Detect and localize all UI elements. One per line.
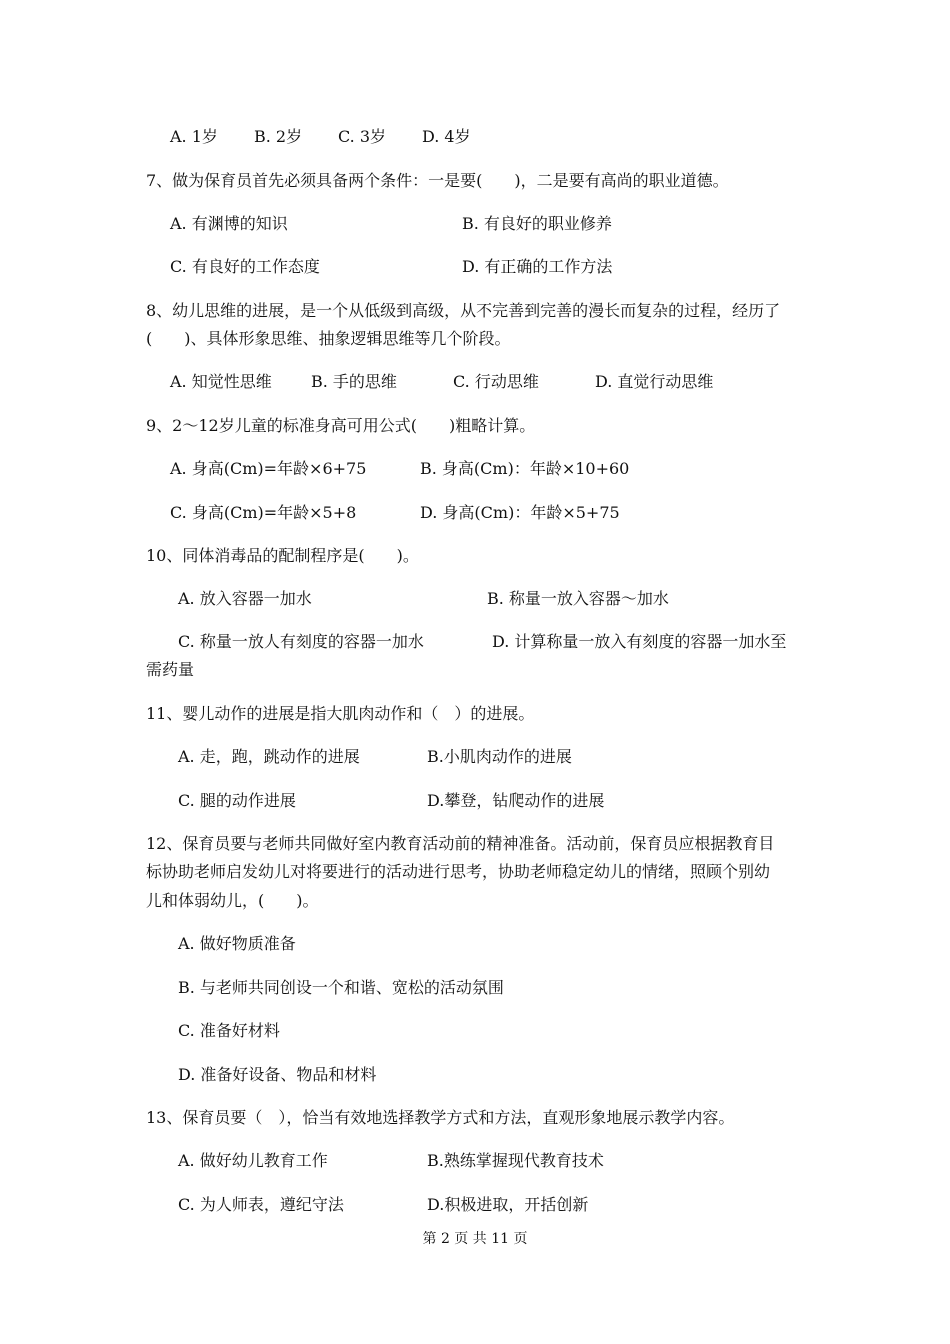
- q9-stem: 9、2～12岁儿童的标准身高可用公式( )粗略计算。: [146, 416, 536, 435]
- q8-option-b: B. 手的思维: [311, 372, 397, 391]
- q7-stem: 7、做为保育员首先必须具备两个条件：一是要( )，二是要有高尚的职业道德。: [146, 171, 729, 190]
- q9-option-a: A. 身高(Cm)=年龄×6+75: [170, 459, 367, 478]
- q7-option-c: C. 有良好的工作态度: [170, 257, 320, 276]
- q6-option-a: A. 1岁: [170, 127, 218, 146]
- q13-option-a: A. 做好幼儿教育工作: [178, 1151, 328, 1170]
- q12-option-d: D. 准备好设备、物品和材料: [178, 1065, 377, 1084]
- q12-option-a: A. 做好物质准备: [178, 934, 296, 953]
- q7-option-b: B. 有良好的职业修养: [462, 214, 612, 233]
- q11-option-a: A. 走，跑，跳动作的进展: [178, 747, 360, 766]
- q11-stem: 11、婴儿动作的进展是指大肌肉动作和（ ）的进展。: [146, 704, 535, 723]
- page-number: 第 2 页 共 11 页: [422, 1231, 528, 1247]
- q10-option-d-continued: 需药量: [146, 660, 195, 679]
- q8-stem-line1: 8、幼儿思维的进展，是一个从低级到高级，从不完善到完善的漫长而复杂的过程，经历了: [146, 301, 781, 320]
- q9-option-b: B. 身高(Cm)：年龄×10+60: [420, 459, 630, 478]
- q12-option-c: C. 准备好材料: [178, 1021, 280, 1040]
- q8-stem-line2: ( )、具体形象思维、抽象逻辑思维等几个阶段。: [146, 329, 511, 348]
- q11-option-b: B.小肌肉动作的进展: [427, 747, 572, 766]
- q6-option-c: C. 3岁: [338, 127, 387, 146]
- q11-option-c: C. 腿的动作进展: [178, 791, 296, 810]
- q6-option-b: B. 2岁: [254, 127, 303, 146]
- q13-option-d: D.积极进取，开括创新: [427, 1195, 589, 1214]
- q10-option-d: D. 计算称量一放入有刻度的容器一加水至: [492, 632, 787, 651]
- q8-option-a: A. 知觉性思维: [170, 372, 272, 391]
- q10-option-c: C. 称量一放人有刻度的容器一加水: [178, 632, 424, 651]
- q13-stem: 13、保育员要（ ），恰当有效地选择教学方式和方法，直观形象地展示教学内容。: [146, 1108, 735, 1127]
- q9-option-c: C. 身高(Cm)=年龄×5+8: [170, 503, 357, 522]
- q12-stem-line1: 12、保育员要与老师共同做好室内教育活动前的精神准备。活动前，保育员应根据教育目: [146, 834, 775, 853]
- q12-stem-line2: 标协助老师启发幼儿对将要进行的活动进行思考，协助老师稳定幼儿的情绪，照顾个别幼: [146, 862, 771, 881]
- q8-option-c: C. 行动思维: [453, 372, 539, 391]
- q13-option-b: B.熟练掌握现代教育技术: [427, 1151, 604, 1170]
- q12-option-b: B. 与老师共同创设一个和谐、宽松的活动氛围: [178, 978, 504, 997]
- q10-stem: 10、同体消毒品的配制程序是( )。: [146, 546, 419, 565]
- q10-option-b: B. 称量一放入容器～加水: [487, 589, 669, 608]
- q7-option-a: A. 有渊博的知识: [170, 214, 288, 233]
- q13-option-c: C. 为人师表，遵纪守法: [178, 1195, 344, 1214]
- q9-option-d: D. 身高(Cm)：年龄×5+75: [420, 503, 620, 522]
- q8-option-d: D. 直觉行动思维: [595, 372, 714, 391]
- q12-stem-line3: 儿和体弱幼儿，( )。: [146, 891, 319, 910]
- q11-option-d: D.攀登，钻爬动作的进展: [427, 791, 605, 810]
- q7-option-d: D. 有正确的工作方法: [462, 257, 613, 276]
- q10-option-a: A. 放入容器一加水: [178, 589, 312, 608]
- q6-option-d: D. 4岁: [422, 127, 471, 146]
